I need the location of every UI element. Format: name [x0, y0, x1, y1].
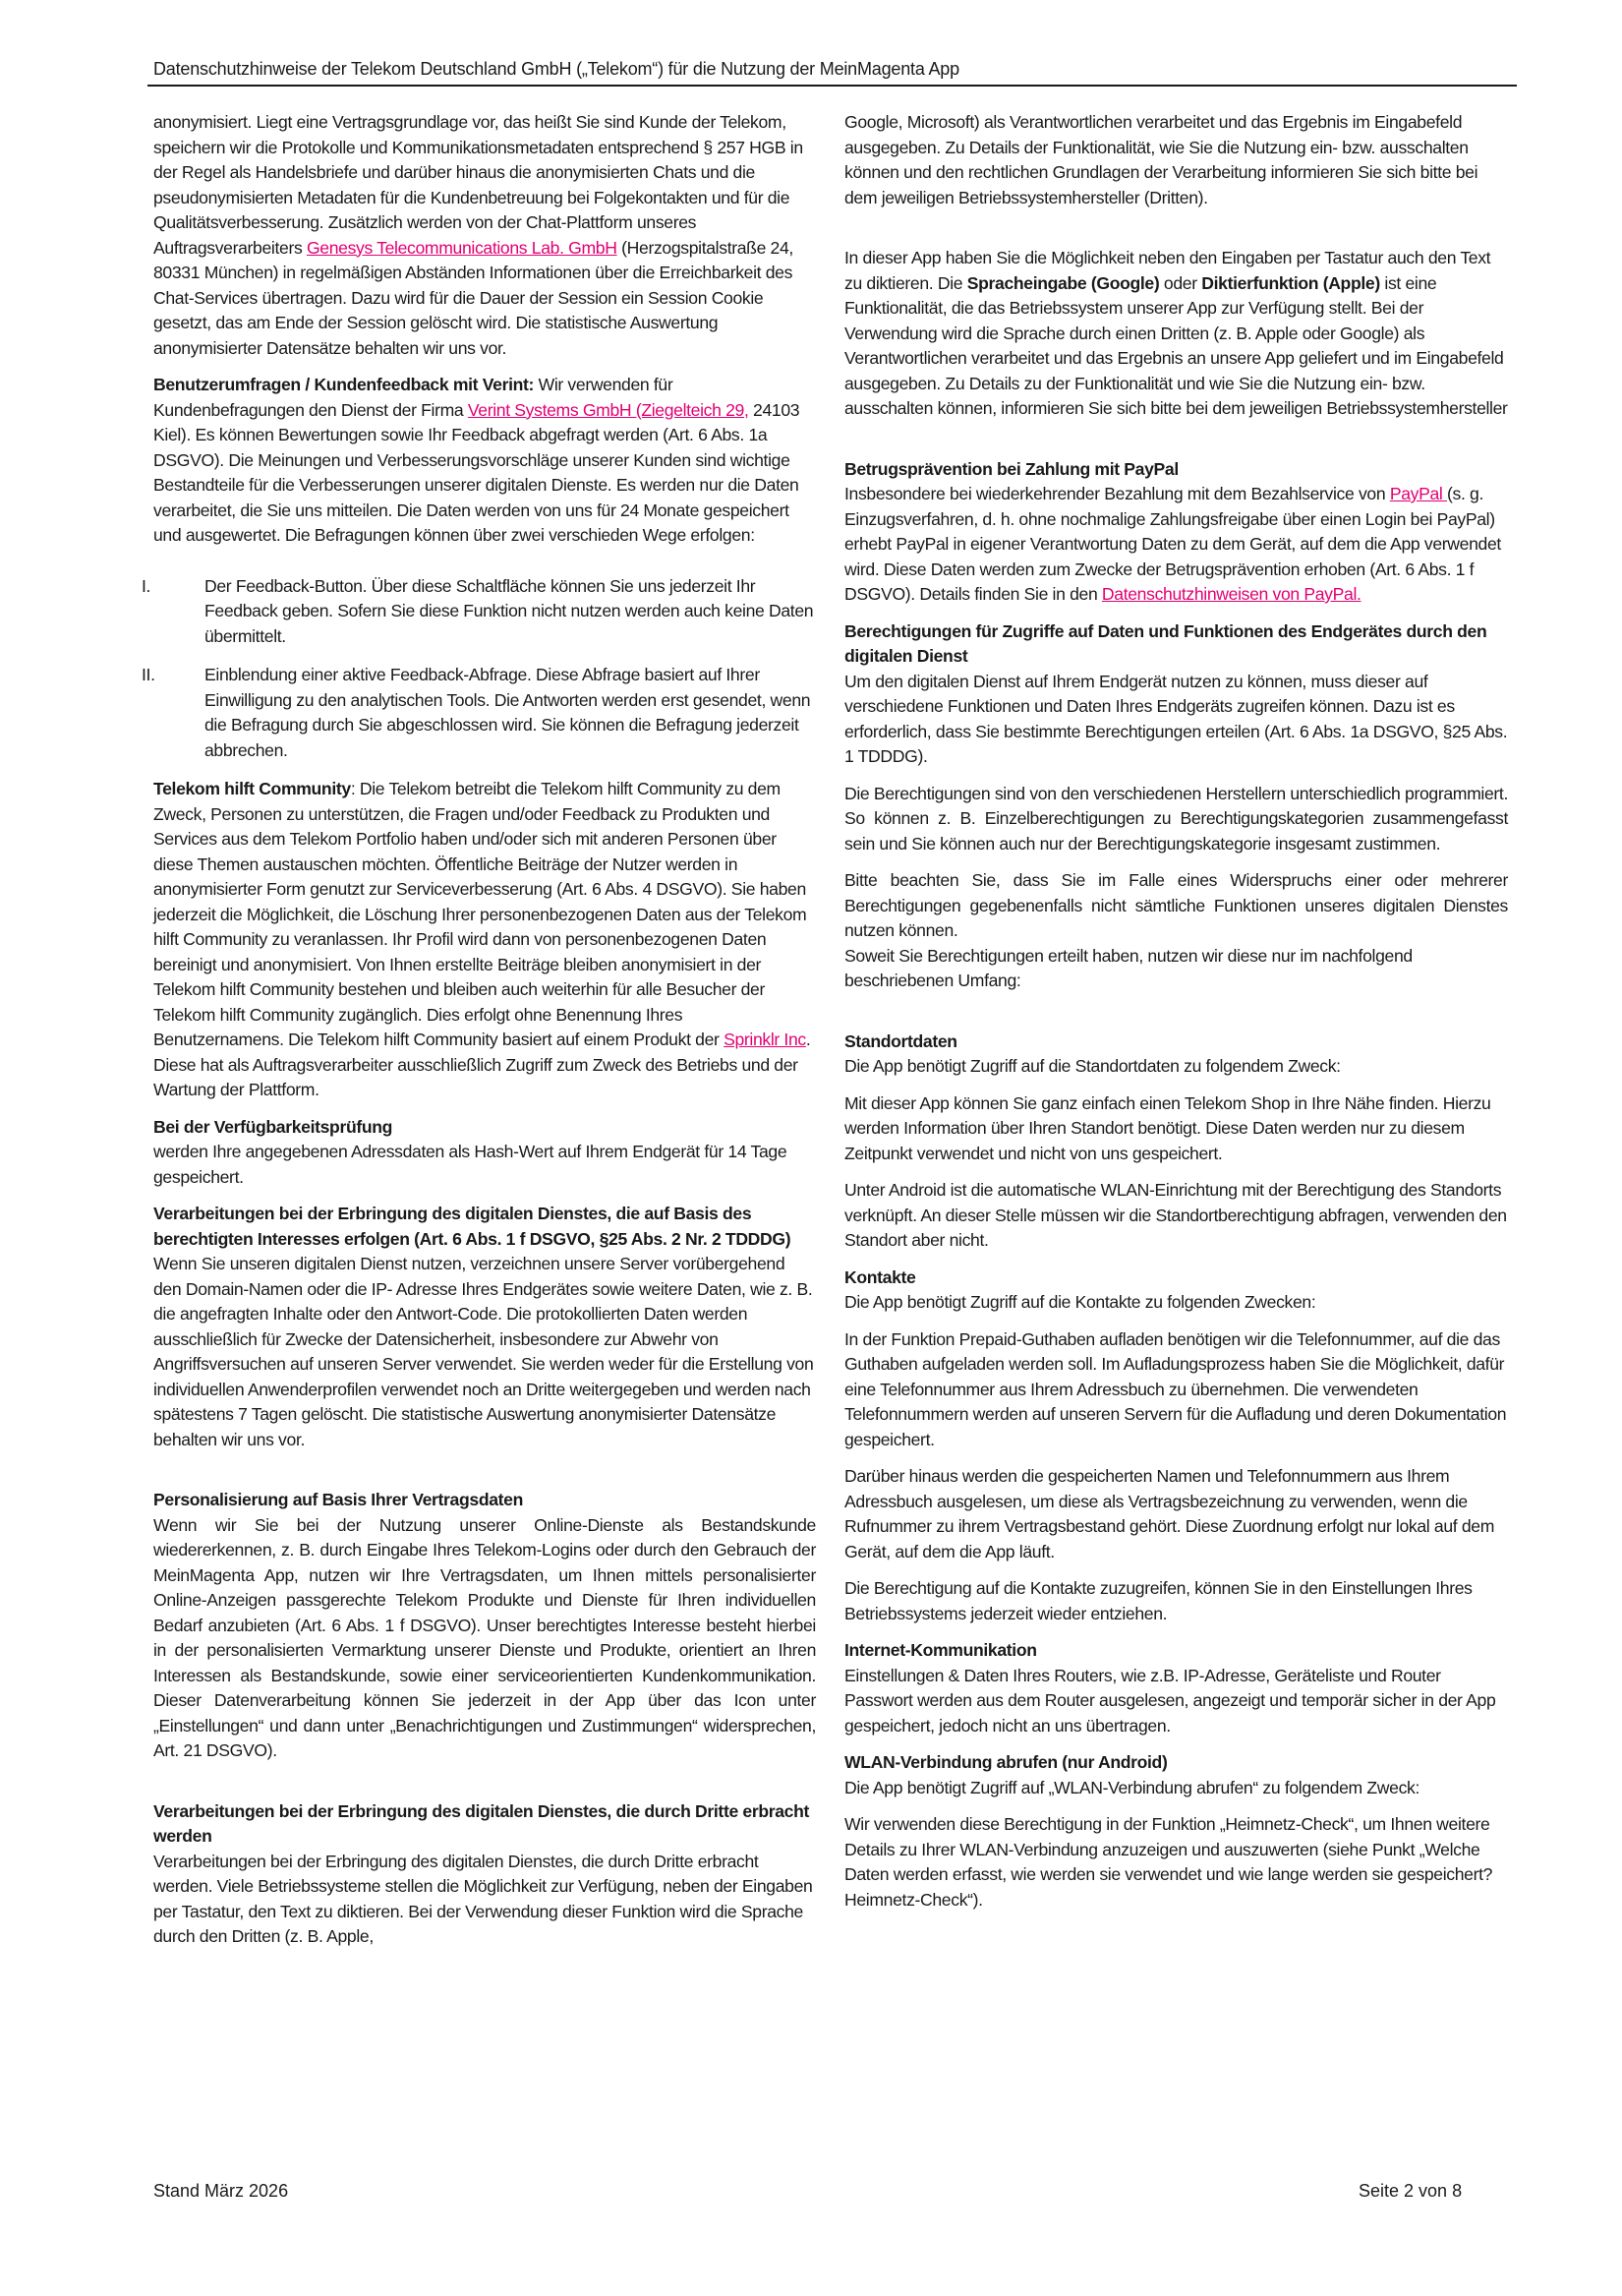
wlan-section: WLAN-Verbindung abrufen (nur Android) Die App benötigt Zugriff auf „WLAN-Verbindung abrufen“ zu folgendem Zweck: [844, 1750, 1508, 1800]
location-p2: Mit dieser App können Sie ganz einfach einen Telekom Shop in Ihre Nähe finden. Hierzu werden Information über Ihren Standort benötigt. Diese Daten werden nur zu diesem Zeitpunkt verwendet und nicht von uns gespeichert. [844, 1092, 1491, 1163]
location-heading: Standortdaten [844, 1030, 957, 1051]
page-header: Datenschutzhinweise der Telekom Deutschland GmbH („Telekom“) für die Nutzung der MeinMagenta App [153, 59, 959, 79]
verint-section: Benutzerumfragen / Kundenfeedback mit Verint: Wir verwenden für Kundenbefragungen den Dienst der Firma Verint Systems GmbH (Ziegelteich 29, 24103 Kiel). Es können Bewertungen sowie Ihr Feedback abgefragt werden (Art. 6 Abs. 1a DSGVO). Die Meinungen und Verbesserungsvorschläge unserer Kunden sind wichtige Bestandteile für die Verbesserungen unserer digitalen Dienste. Es werden nur die Daten verarbeitet, die Sie uns mitteilen. Die Daten werden von uns für 24 Monate gespeichert und ausgewertet. Die Befragungen können über zwei verschieden Wege erfolgen: [153, 375, 800, 545]
permissions-p2: Die Berechtigungen sind von den verschiedenen Herstellern unterschiedlich programmiert. So können z. B. Einzelberechtigungen zu Berechtigungskategorien zusammengefasst sein und Sie können auch nur der Berechtigungskategorie insgesamt zustimmen. [844, 783, 1508, 854]
permissions-section: Berechtigungen für Zugriffe auf Daten und Funktionen des Endgerätes durch den digitalen Dienst Um den digitalen Dienst auf Ihrem Endgerät nutzen zu können, muss dieser auf verschiedene Funktionen und Daten Ihres Endgeräts zugreifen können. Dazu ist es erforderlich, dass Sie bestimmte Berechtigungen erteilen (Art. 6 Abs. 1a DSGVO, §25 Abs. 1 TDDDG). [844, 620, 1508, 766]
left-column [142, 110, 816, 1962]
third-party-heading: Verarbeitungen bei der Erbringung des digitalen Dienstes, die durch Dritte erbracht werden [153, 1800, 810, 1846]
contacts-p3: Darüber hinaus werden die gespeicherten Namen und Telefonnummern aus Ihrem Adressbuch ausgelesen, um diese als Vertragsbezeichnung zu verwenden, wenn die Rufnummer zu ihrem Vertragsbestand gehört. Diese Zuordnung erfolgt nur lokal auf dem Gerät, auf dem die App läuft. [844, 1466, 1495, 1561]
community-section: Telekom hilft Community: Die Telekom betreibt die Telekom hilft Community zu dem Zweck, Personen zu unterstützen, die Fragen und/oder Feedback zu Produkten und Services aus dem Telekom Portfolio haben und/oder sich mit anderen Personen über diese Themen austauschen möchten. Öffentliche Beiträge der Nutzer werden in anonymisierter Form genutzt zur Serviceverbesserung (Art. 6 Abs. 4 DSGVO). Sie haben jederzeit die Möglichkeit, die Löschung Ihrer personenbezogenen Daten aus der Telekom hilft Community zu veranlassen. Ihr Profil wird dann von personenbezogenen Daten bereinigt und anonymisiert. Von Ihnen erstellte Beiträge bleiben anonymisiert in der Telekom hilft Community bestehen und bleiben auch weiterhin für alle Besucher der Telekom hilft Community zugänglich. Dies erfolgt ohne Benennung Ihres Benutzernamens. Die Telekom hilft Community basiert auf einem Produkt der Sprinklr Inc. Diese hat als Auftragsverarbeiter ausschließlich Zugriff zum Zweck des Betriebs und der Wartung der Plattform. [153, 779, 811, 1099]
personalization-section: Personalisierung auf Basis Ihrer Vertragsdaten Wenn wir Sie bei der Nutzung unserer Online-Dienste als Bestandskunde wiedererkennen, z. B. durch Eingabe Ihres Telekom-Logins oder durch den Gebrauch der MeinMagenta App, nutzen wir Ihre Vertragsdaten, um Ihnen mittels personalisierter Online-Anzeigen passgerechte Telekom Produkte und Dienste für Ihren individuellen Bedarf anzubieten (Art. 6 Abs. 1 f DSGVO). Unser berechtigtes Interesse besteht hierbei in der personalisierten Vermarktung unserer Dienste und Produkte, orientiert an Ihren Interessen als Bestandskunde, sowie einer serviceorientierten Kundenkommunikation. Dieser Datenverarbeitung können Sie jederzeit in der App über das Icon unter „Einstellungen“ und dann unter „Benachrichtigungen und Zustimmungen“ widersprechen, Art. 21 DSGVO). [153, 1490, 816, 1760]
availability-section: Bei der Verfügbarkeitsprüfung werden Ihre angegebenen Adressdaten als Hash-Wert auf Ihrem Endgerät für 14 Tage gespeichert. [153, 1115, 816, 1191]
header-divider [147, 85, 1517, 87]
permissions-heading: Berechtigungen für Zugriffe auf Daten und Funktionen des Endgerätes durch den digitalen Dienst [844, 620, 1487, 666]
contacts-section: Kontakte Die App benötigt Zugriff auf die Kontakte zu folgenden Zwecken: [844, 1266, 1508, 1316]
contacts-p4: Die Berechtigung auf die Kontakte zuzugreifen, können Sie in den Einstellungen Ihres Betriebssystems jederzeit wieder entziehen. [844, 1578, 1473, 1623]
location-section: Standortdaten Die App benötigt Zugriff auf die Standortdaten zu folgendem Zweck: [844, 1030, 1508, 1080]
paypal-heading: Betrugsprävention bei Zahlung mit PayPal [844, 458, 1179, 479]
permissions-p3: Bitte beachten Sie, dass Sie im Falle eines Widerspruchs einer oder mehrerer Berechtigungen gegebenenfalls nicht sämtliche Funktionen unseres digitalen Dienstes nutzen können. [844, 870, 1508, 940]
location-p3: Unter Android ist die automatische WLAN-Einrichtung mit der Berechtigung des Standorts verknüpft. An dieser Stelle müssen wir die Standortberechtigung abfragen, verwenden den Standort aber nicht. [844, 1180, 1507, 1250]
paypal-section: Betrugsprävention bei Zahlung mit PayPal Insbesondere bei wiederkehrender Bezahlung mit dem Bezahlservice von PayPal (s. g. Einzugsverfahren, d. h. ohne nochmalige Zahlungsfreigabe über einen Login bei PayPal) erhebt PayPal in eigener Verantwortung Daten zu dem Gerät, auf dem die App verwendet wird. Diese Daten werden zum Zwecke der Betrugsprävention erhoben (Art. 6 Abs. 1 f DSGVO). Details finden Sie in den Datenschutzhinweisen von PayPal. [844, 457, 1508, 608]
legit-interest-heading: Verarbeitungen bei der Erbringung des digitalen Dienstes, die auf Basis des berechtigten Interesses erfolgen (Art. 6 Abs. 1 f DSGVO, §25 Abs. 2 Nr. 2 TDDDG) [153, 1204, 791, 1249]
list-item: I. Der Feedback-Button. Über diese Schaltfläche können Sie uns jederzeit Ihr Feedback geben. Sofern Sie diese Funktion nicht nutzen werden auch keine Daten übermittelt. [142, 575, 814, 646]
right-column [844, 110, 1508, 1924]
verint-heading: Benutzerumfragen / Kundenfeedback mit Verint: [153, 375, 535, 394]
paypal-privacy-link[interactable]: Datenschutzhinweisen von PayPal. [1101, 584, 1361, 604]
availability-heading: Bei der Verfügbarkeitsprüfung [153, 1116, 393, 1137]
footer-date: Stand März 2026 [153, 2181, 289, 2201]
personalization-heading: Personalisierung auf Basis Ihrer Vertragsdaten [153, 1490, 523, 1509]
feedback-ways-list [142, 574, 816, 764]
third-party-continued: Google, Microsoft) als Verantwortlichen verarbeitet und das Ergebnis im Eingabefeld ausgegeben. Zu Details der Funktionalität, wie Sie die Nutzung ein- bzw. ausschalten können und den rechtlichen Grundlagen der Verarbeitung informieren Sie sich bitte bei dem jeweiligen Betriebssystemhersteller (Dritten). [844, 112, 1478, 207]
genesys-link[interactable]: Genesys Telecommunications Lab. GmbH [306, 237, 617, 258]
community-heading: Telekom hilft Community [153, 779, 351, 798]
sprinklr-link[interactable]: Sprinklr Inc [724, 1030, 806, 1049]
permissions-p4: Soweit Sie Berechtigungen erteilt haben, nutzen wir diese nur im nachfolgend beschriebenen Umfang: [844, 945, 1413, 990]
page-number: Seite 2 von 8 [1359, 2181, 1463, 2201]
internet-heading: Internet-Kommunikation [844, 1640, 1037, 1660]
verint-link[interactable]: Verint Systems GmbH (Ziegelteich 29, [467, 399, 749, 420]
list-item: II. Einblendung einer aktive Feedback-Abfrage. Diese Abfrage basiert auf Ihrer Einwilligung zu den analytischen Tools. Die Antworten werden erst gesendet, wenn die Befragung durch Sie abgeschlossen wird. Sie können die Befragung jederzeit abbrechen. [142, 665, 811, 760]
internet-section: Internet-Kommunikation Einstellungen & Daten Ihres Routers, wie z.B. IP-Adresse, Geräteliste und Router Passwort werden aus dem Router ausgelesen, angezeigt und temporär sicher in der App gespeichert, jedoch nicht an uns übertragen. [844, 1638, 1508, 1738]
chat-paragraph: anonymisiert. Liegt eine Vertragsgrundlage vor, das heißt Sie sind Kunde der Telekom, speichern wir die Protokolle und Kommunikationsmetadaten entsprechend § 257 HGB in der Regel als Handelsbriefe und darüber hinaus die anonymisierten Chats und die pseudonymisierten Metadaten für die Kundenbetreuung bei Folgekontakten und für die Qualitätsverbesserung. Zusätzlich werden von der Chat-Plattform unseres Auftragsverarbeiters Genesys Telecommunications Lab. GmbH (Herzogspitalstraße 24, 80331 München) in regelmäßigen Abständen Informationen über die Erreichbarkeit des Chat-Services übertragen. Dazu wird für die Dauer der Session ein Session Cookie gesetzt, das am Ende der Session gelöscht wird. Die statistische Auswertung anonymisierter Datensätze behalten wir uns vor. [153, 112, 803, 358]
wlan-heading: WLAN-Verbindung abrufen (nur Android) [844, 1752, 1168, 1772]
dictation-paragraph: In dieser App haben Sie die Möglichkeit neben den Eingaben per Tastatur auch den Text zu diktieren. Die Spracheingabe (Google) oder Diktierfunktion (Apple) ist eine Funktionalität, die das Betriebssystem unserer App zur Verfügung stellt. Bei der Verwendung wird die Sprache durch einen Dritten (z. B. Apple oder Google) als Verantwortlichen verarbeitet und das Ergebnis an unsere App geliefert und im Eingabefeld ausgegeben. Zu Details zu der Funktionalität und wie Sie die Nutzung ein- bzw. ausschalten können, informieren Sie sich bitte bei dem jeweiligen Betriebssystemhersteller [844, 248, 1508, 418]
third-party-section: Verarbeitungen bei der Erbringung des digitalen Dienstes, die durch Dritte erbracht werden Verarbeitungen bei der Erbringung des digitalen Dienstes, die durch Dritte erbracht werden. Viele Betriebssysteme stellen die Möglichkeit zur Verfügung, neben der Eingaben per Tastatur, den Text zu diktieren. Bei der Verwendung dieser Funktion wird die Sprache durch den Dritten (z. B. Apple, [153, 1799, 816, 1950]
wlan-p2: Wir verwenden diese Berechtigung in der Funktion „Heimnetz-Check“, um Ihnen weitere Details zu Ihrer WLAN-Verbindung anzuzeigen und auszuwerten (siehe Punkt „Welche Daten werden erfasst, wie werden sie verwendet und wie lange werden sie gespeichert? Heimnetz-Check“). [844, 1814, 1493, 1910]
legit-interest-section: Verarbeitungen bei der Erbringung des digitalen Dienstes, die auf Basis des berechtigten Interesses erfolgen (Art. 6 Abs. 1 f DSGVO, §25 Abs. 2 Nr. 2 TDDDG) Wenn Sie unseren digitalen Dienst nutzen, verzeichnen unsere Server vorübergehend den Domain-Namen oder die IP- Adresse Ihres Endgerätes sowie weitere Daten, wie z. B. die angefragten Inhalte oder den Antwort-Code. Die protokollierten Daten werden ausschließlich für Zwecke der Datensicherheit, insbesondere zur Abwehr von Angriffsversuchen auf unseren Server verwendet. Sie werden weder für die Erstellung von individuellen Anwenderprofilen verwendet noch an Dritte weitergegeben und werden nach spätestens 7 Tagen gelöscht. Die statistische Auswertung anonymisierter Datensätze behalten wir uns vor. [153, 1202, 816, 1452]
contacts-heading: Kontakte [844, 1266, 916, 1287]
contacts-p2: In der Funktion Prepaid-Guthaben aufladen benötigen wir die Telefonnummer, auf die das Guthaben aufgeladen werden soll. Im Aufladungsprozess haben Sie die Möglichkeit, dafür eine Telefonnummer aus Ihrem Adressbuch zu übernehmen. Die verwendeten Telefonnummern werden auf unseren Servern für die Aufladung und deren Dokumentation gespeichert. [844, 1328, 1507, 1449]
paypal-link[interactable]: PayPal [1389, 484, 1448, 503]
